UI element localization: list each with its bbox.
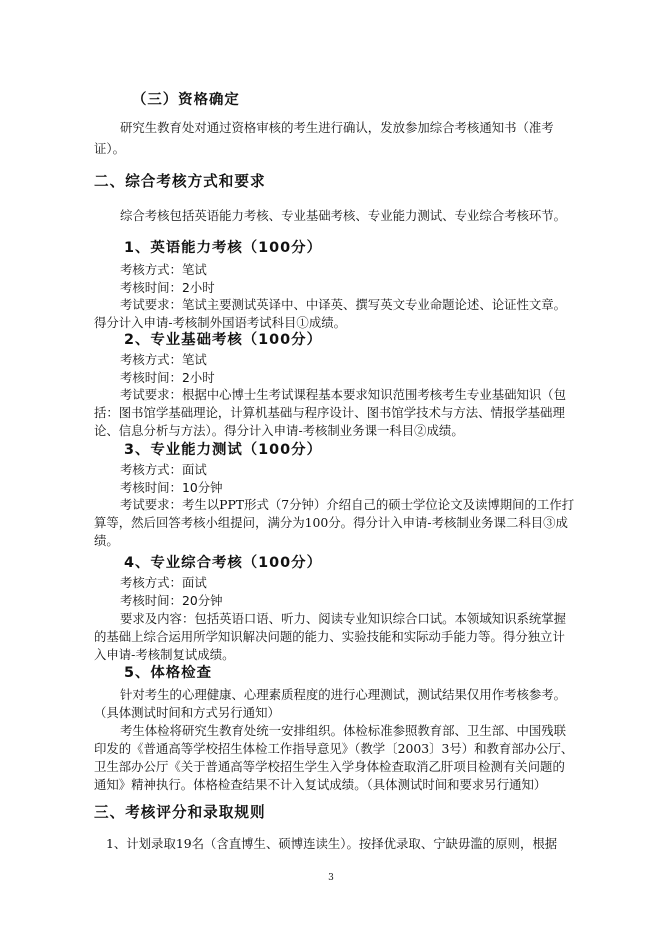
comprehensive-time: 考核时间：20分钟 <box>120 593 223 608</box>
section-two-intro: 综合考核包括英语能力考核、专业基础考核、专业能力测试、专业综合考核环节。 <box>120 208 567 223</box>
page-number: 3 <box>328 873 334 883</box>
section-three-heading: 三、考核评分和录取规则 <box>94 804 266 821</box>
basic-req-line-2: 括：图书馆学基础理论，计算机基础与程序设计、图书馆学技术与方法、情报学基础理 <box>94 405 565 420</box>
english-req-line-1: 考试要求：笔试主要测试英译中、中译英、撰写英文专业命题论述、论证性文章。 <box>120 297 567 312</box>
section-three-para: 1、计划录取19名（含直博生、硕博连读生）。按择优录取、宁缺毋滥的原则，根据 <box>106 836 558 851</box>
comprehensive-method: 考核方式：面试 <box>120 575 207 590</box>
physical-para2-line-2: 印发的《普通高等学校招生体检工作指导意见》（教学〔2003〕3号）和教育部办公厅、 <box>94 741 574 756</box>
ability-req-line-2: 算等，然后回答考核小组提问，满分为100分。得分计入申请-考核制业务课二科目③成 <box>94 515 568 530</box>
physical-para2-line-3: 卫生部办公厅《关于普通高等学校招生学生入学身体检查取消乙肝项目检测有关问题的 <box>94 759 565 774</box>
physical-para1-line-2: （具体测试时间和方式另行通知） <box>94 705 280 720</box>
basic-req-line-1: 考试要求：根据中心博士生考试课程基本要求知识范围考核考生专业基础知识（包 <box>120 387 567 402</box>
english-method: 考核方式：笔试 <box>120 262 207 277</box>
basic-method: 考核方式：笔试 <box>120 352 207 367</box>
comprehensive-heading: 4、专业综合考核（100分） <box>124 555 322 571</box>
basic-req-line-3: 论、信息分析与方法）。得分计入申请-考核制业务课一科目②成绩。 <box>94 423 464 438</box>
ability-heading: 3、专业能力测试（100分） <box>124 442 322 458</box>
physical-para1-line-1: 针对考生的心理健康、心理素质程度的进行心理测试，测试结果仅用作考核参考。 <box>120 687 567 702</box>
ability-req-line-1: 考试要求：考生以PPT形式（7分钟）介绍自己的硕士学位论文及读博期间的工作打 <box>120 497 575 512</box>
basic-time: 考核时间：2小时 <box>120 370 215 385</box>
ability-method: 考核方式：面试 <box>120 462 207 477</box>
physical-para2-line-4: 通知》精神执行。体格检查结果不计入复试成绩。（具体测试时间和要求另行通知） <box>94 777 547 792</box>
comprehensive-req-line-3: 入申请-考核制复试成绩。 <box>94 647 235 662</box>
basic-heading: 2、专业基础考核（100分） <box>124 332 322 348</box>
section-two-heading: 二、综合考核方式和要求 <box>94 173 266 190</box>
qualification-heading: （三）资格确定 <box>132 92 240 108</box>
physical-heading: 5、体格检查 <box>124 665 212 681</box>
english-heading: 1、英语能力考核（100分） <box>124 240 322 256</box>
comprehensive-req-line-1: 要求及内容：包括英语口语、听力、阅读专业知识综合口试。本领域知识系统掌握 <box>120 611 567 626</box>
qualification-para-line-1: 研究生教育处对通过资格审核的考生进行确认，发放参加综合考核通知书（准考 <box>120 120 554 135</box>
ability-time: 考核时间：10分钟 <box>120 480 223 495</box>
ability-req-line-3: 绩。 <box>94 533 119 548</box>
comprehensive-req-line-2: 的基础上综合运用所学知识解决问题的能力、实验技能和实际动手能力等。得分独立计 <box>94 629 565 644</box>
physical-para2-line-1: 考生体检将研究生教育处统一安排组织。体检标准参照教育部、卫生部、中国残联 <box>120 723 567 738</box>
qualification-para-line-2: 证）。 <box>94 141 125 156</box>
english-req-line-2: 得分计入申请-考核制外国语考试科目①成绩。 <box>94 315 346 330</box>
english-time: 考核时间：2小时 <box>120 280 215 295</box>
